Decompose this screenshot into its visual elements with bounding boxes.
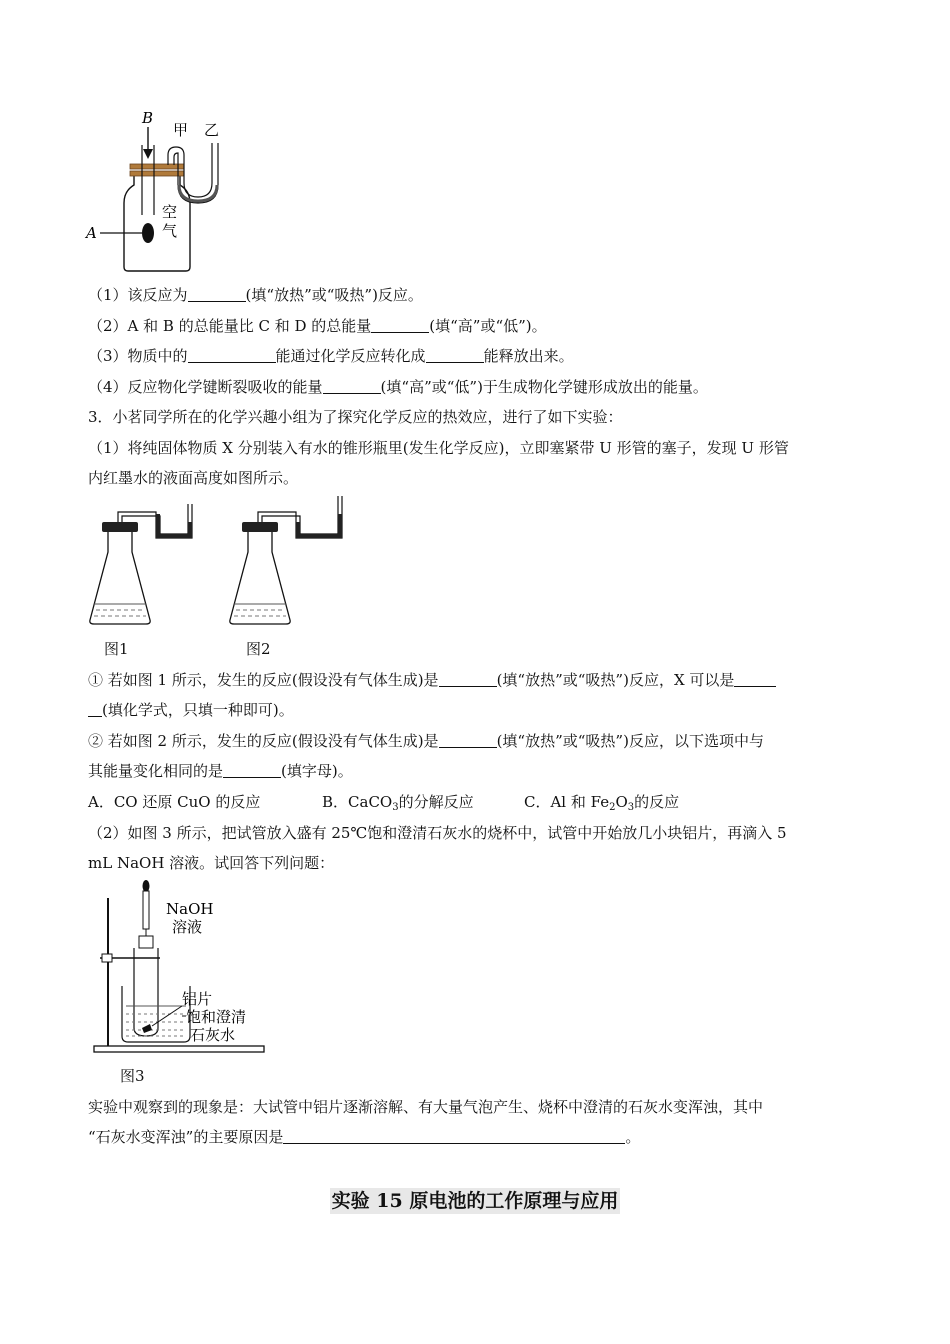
option-b-sub: 3 (392, 802, 399, 813)
option-c-sub1: 2 (609, 802, 616, 813)
q3-c2-text-d: (填字母)。 (281, 762, 353, 780)
answer-blank[interactable] (439, 732, 497, 748)
figure-3-apparatus (86, 876, 286, 1061)
q3-intro: 3．小茗同学所在的化学兴趣小组为了探究化学反应的热效应，进行了如下实验： (88, 408, 623, 426)
label-air-2: 气 (162, 222, 178, 240)
fig3-lime-label-2: 石灰水 (190, 1026, 236, 1044)
q3-part2-line2: mL NaOH 溶液。试回答下列问题： (88, 854, 335, 872)
section-title (0, 1186, 950, 1213)
section-title-text: 实验 15 原电池的工作原理与应用 (331, 1190, 619, 1212)
q-item-3-text-c: 能释放出来。 (483, 347, 574, 365)
q3-part2-line1: （2）如图 3 所示，把试管放入盛有 25℃饱和澄清石灰水的烧杯中，试管中开始放几小块铝片，再滴入 5 (88, 824, 787, 842)
option-c-sub2: 3 (627, 802, 635, 813)
option-c-mid: O (615, 793, 628, 811)
q-item-2-text-b: (填“高”或“低”)。 (429, 317, 547, 335)
answer-blank[interactable] (371, 317, 429, 333)
q-item-1 (88, 285, 423, 305)
q-item-2-text: （2）A 和 B 的总能量比 C 和 D 的总能量 (88, 317, 372, 335)
q3-c1-line2 (88, 700, 294, 720)
q-item-4-text-b: (填“高”或“低”)于生成物化学键形成放出的能量。 (380, 378, 708, 396)
observation-text: “石灰水变浑浊”的主要原因是 (88, 1128, 284, 1146)
label-air-1: 空 (162, 203, 178, 221)
q3-c1-text-c: (填化学式，只填一种即可)。 (102, 701, 294, 719)
observation-line2 (88, 1127, 640, 1147)
answer-blank[interactable] (426, 347, 484, 363)
fig2-caption: 图2 (246, 640, 271, 658)
option-b-text: B．CaCO (322, 793, 393, 811)
figure-flask-2 (226, 492, 356, 632)
answer-blank[interactable] (283, 1128, 625, 1144)
option-b-text-post: 的分解反应 (398, 793, 474, 811)
answer-blank[interactable] (439, 671, 497, 687)
fig3-naoh-label: NaOH (166, 900, 214, 918)
q-item-4 (88, 377, 708, 397)
figure-bottle-u-tube (80, 105, 260, 277)
q-item-3-text-b: 能通过化学反应转化成 (275, 347, 426, 365)
q3-part1-line2: 内红墨水的液面高度如图所示。 (88, 469, 299, 487)
label-yi: 乙 (204, 121, 220, 139)
q3-part1-line1: （1）将纯固体物质 X 分别装入有水的锥形瓶里(发生化学反应)，立即塞紧带 U 形管的塞子，发现 U 形管 (88, 439, 789, 457)
q-item-1-text: （1）该反应为 (88, 286, 188, 304)
fig3-lime-label-1: 饱和澄清 (186, 1008, 247, 1026)
q3-c1-line1 (88, 670, 776, 690)
answer-blank[interactable] (734, 671, 776, 687)
fig3-al-label: 铝片 (182, 990, 213, 1008)
answer-blank[interactable] (188, 286, 246, 302)
option-a: A．CO 还原 CuO 的反应 (88, 793, 261, 811)
label-jia: 甲 (173, 121, 189, 139)
q-item-3-text: （3）物质中的 (88, 347, 188, 365)
option-c (524, 792, 679, 818)
q3-c1-text-b: (填“放热”或“吸热”)反应，X 可以是 (496, 671, 735, 689)
q3-c2-text-b: (填“放热”或“吸热”)反应，以下选项中与 (496, 732, 764, 750)
fig3-caption: 图3 (120, 1067, 145, 1085)
answer-blank[interactable] (188, 347, 276, 363)
label-a: A (86, 224, 97, 242)
observation-line1: 实验中观察到的现象是：大试管中铝片逐渐溶解、有大量气泡产生、烧杯中澄清的石灰水变浑浊，其中 (88, 1098, 764, 1116)
label-b: B (142, 109, 154, 127)
q3-c2-line1 (88, 731, 764, 751)
q-item-2 (88, 316, 547, 336)
fig1-caption: 图1 (104, 640, 129, 658)
q-item-3 (88, 346, 574, 366)
answer-blank[interactable] (88, 701, 102, 717)
q3-c2-text-c: 其能量变化相同的是 (88, 762, 224, 780)
answer-blank[interactable] (223, 762, 281, 778)
option-c-text-post: 的反应 (634, 793, 680, 811)
fig3-solution-label: 溶液 (172, 918, 203, 936)
answer-blank[interactable] (323, 378, 381, 394)
figure-flask-1 (86, 492, 216, 632)
q-item-1-text-b: (填“放热”或“吸热”)反应。 (245, 286, 423, 304)
q3-c2-line2 (88, 761, 353, 781)
observation-end: 。 (625, 1128, 641, 1146)
q3-c1-text: ① 若如图 1 所示，发生的反应(假设没有气体生成)是 (88, 671, 439, 689)
q-item-4-text: （4）反应物化学键断裂吸收的能量 (88, 378, 323, 396)
option-c-text: C．Al 和 Fe (524, 793, 610, 811)
q3-c2-text: ② 若如图 2 所示，发生的反应(假设没有气体生成)是 (88, 732, 439, 750)
option-b (322, 792, 474, 818)
